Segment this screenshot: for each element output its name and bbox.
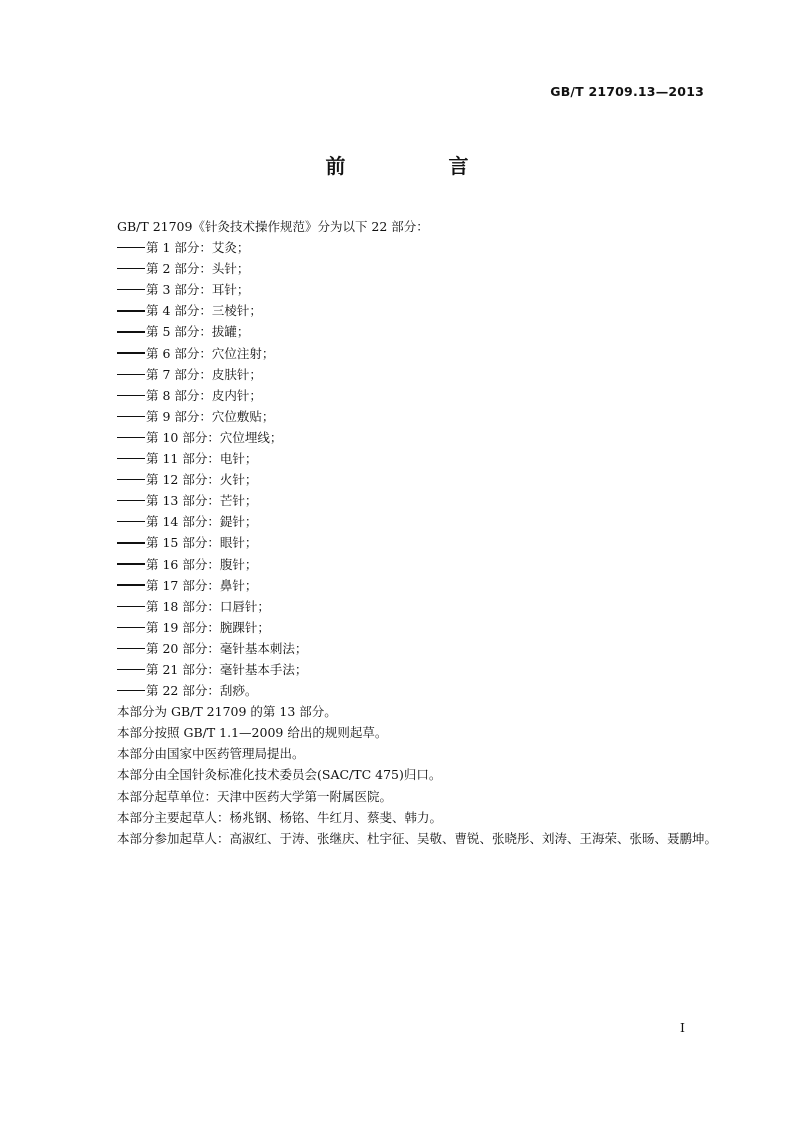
part-text: 第 17 部分：鼻针； bbox=[146, 577, 258, 593]
em-dash bbox=[117, 542, 145, 543]
statement-line: 本部分起草单位：天津中医药大学第一附属医院。 bbox=[117, 788, 393, 804]
part-text: 第 4 部分：三棱针； bbox=[146, 303, 262, 319]
em-dash bbox=[117, 416, 145, 417]
part-text: 第 13 部分：芒针； bbox=[146, 493, 258, 509]
em-dash bbox=[117, 395, 145, 396]
part-text: 第 21 部分：毫针基本手法； bbox=[146, 661, 308, 677]
part-text: 第 14 部分：鍉针； bbox=[146, 514, 258, 530]
part-text: 第 3 部分：耳针； bbox=[146, 282, 250, 298]
em-dash bbox=[117, 331, 145, 332]
em-dash bbox=[117, 690, 145, 691]
statement-line: 本部分由国家中医药管理局提出。 bbox=[117, 746, 305, 762]
part-text: 第 20 部分：毫针基本刺法； bbox=[146, 640, 308, 656]
em-dash bbox=[117, 310, 145, 311]
part-item bbox=[117, 364, 717, 385]
part-item bbox=[117, 448, 717, 469]
standard-code: GB/T 21709.13—2013 bbox=[550, 84, 704, 99]
em-dash bbox=[117, 669, 145, 670]
part-text: 第 12 部分：火针； bbox=[146, 472, 258, 488]
em-dash bbox=[117, 648, 145, 649]
em-dash bbox=[117, 627, 145, 628]
part-text: 第 9 部分：穴位敷贴； bbox=[146, 408, 275, 424]
part-item bbox=[117, 321, 717, 342]
part-item bbox=[117, 469, 717, 490]
part-text: 第 18 部分：口唇针； bbox=[146, 598, 270, 614]
part-text: 第 1 部分：艾灸； bbox=[146, 240, 250, 256]
statement-line: 本部分主要起草人：杨兆钢、杨铭、牛红月、蔡斐、韩力。 bbox=[117, 809, 443, 825]
statement-line: 本部分为 GB/T 21709 的第 13 部分。 bbox=[117, 704, 337, 720]
part-item bbox=[117, 385, 717, 406]
part-text: 第 22 部分：刮痧。 bbox=[146, 683, 258, 699]
part-item bbox=[117, 659, 717, 680]
em-dash bbox=[117, 479, 145, 480]
part-item bbox=[117, 532, 717, 553]
part-item bbox=[117, 490, 717, 511]
em-dash bbox=[117, 374, 145, 375]
em-dash bbox=[117, 458, 145, 459]
part-text: 第 15 部分：眼针； bbox=[146, 535, 258, 551]
part-item bbox=[117, 279, 717, 300]
part-text: 第 5 部分：拔罐； bbox=[146, 324, 250, 340]
part-item bbox=[117, 300, 717, 321]
part-item bbox=[117, 638, 717, 659]
part-item bbox=[117, 575, 717, 596]
intro-line: GB/T 21709《针灸技术操作规范》分为以下 22 部分： bbox=[117, 219, 429, 234]
em-dash bbox=[117, 289, 145, 290]
em-dash bbox=[117, 268, 145, 269]
part-item bbox=[117, 237, 717, 258]
part-text: 第 16 部分：腹针； bbox=[146, 556, 258, 572]
part-item bbox=[117, 680, 717, 701]
em-dash bbox=[117, 247, 145, 248]
part-item bbox=[117, 343, 717, 364]
part-item bbox=[117, 427, 717, 448]
part-item bbox=[117, 258, 717, 279]
part-item bbox=[117, 596, 717, 617]
part-text: 第 2 部分：头针； bbox=[146, 261, 250, 277]
part-item bbox=[117, 554, 717, 575]
em-dash bbox=[117, 606, 145, 607]
page-title: 前 言 bbox=[325, 154, 517, 178]
em-dash bbox=[117, 352, 145, 353]
em-dash bbox=[117, 563, 145, 564]
em-dash bbox=[117, 437, 145, 438]
part-text: 第 10 部分：穴位埋线； bbox=[146, 429, 283, 445]
page-number: I bbox=[680, 1020, 685, 1035]
part-text: 第 11 部分：电针； bbox=[146, 451, 258, 467]
foreword-body bbox=[117, 216, 717, 849]
part-item bbox=[117, 511, 717, 532]
part-item bbox=[117, 617, 717, 638]
statement-line: 本部分参加起草人：高淑红、于涛、张继庆、杜宇征、吴敬、曹锐、张晓彤、刘涛、王海荣、张旸、聂鹏坤。 bbox=[117, 830, 718, 846]
part-text: 第 19 部分：腕踝针； bbox=[146, 619, 270, 635]
em-dash bbox=[117, 584, 145, 585]
statement-line: 本部分按照 GB/T 1.1—2009 给出的规则起草。 bbox=[117, 725, 388, 741]
em-dash bbox=[117, 500, 145, 501]
part-text: 第 8 部分：皮内针； bbox=[146, 387, 262, 403]
part-item bbox=[117, 406, 717, 427]
statement-line: 本部分由全国针灸标准化技术委员会(SAC/TC 475)归口。 bbox=[117, 767, 442, 783]
part-text: 第 7 部分：皮肤针； bbox=[146, 366, 262, 382]
em-dash bbox=[117, 521, 145, 522]
part-text: 第 6 部分：穴位注射； bbox=[146, 345, 275, 361]
